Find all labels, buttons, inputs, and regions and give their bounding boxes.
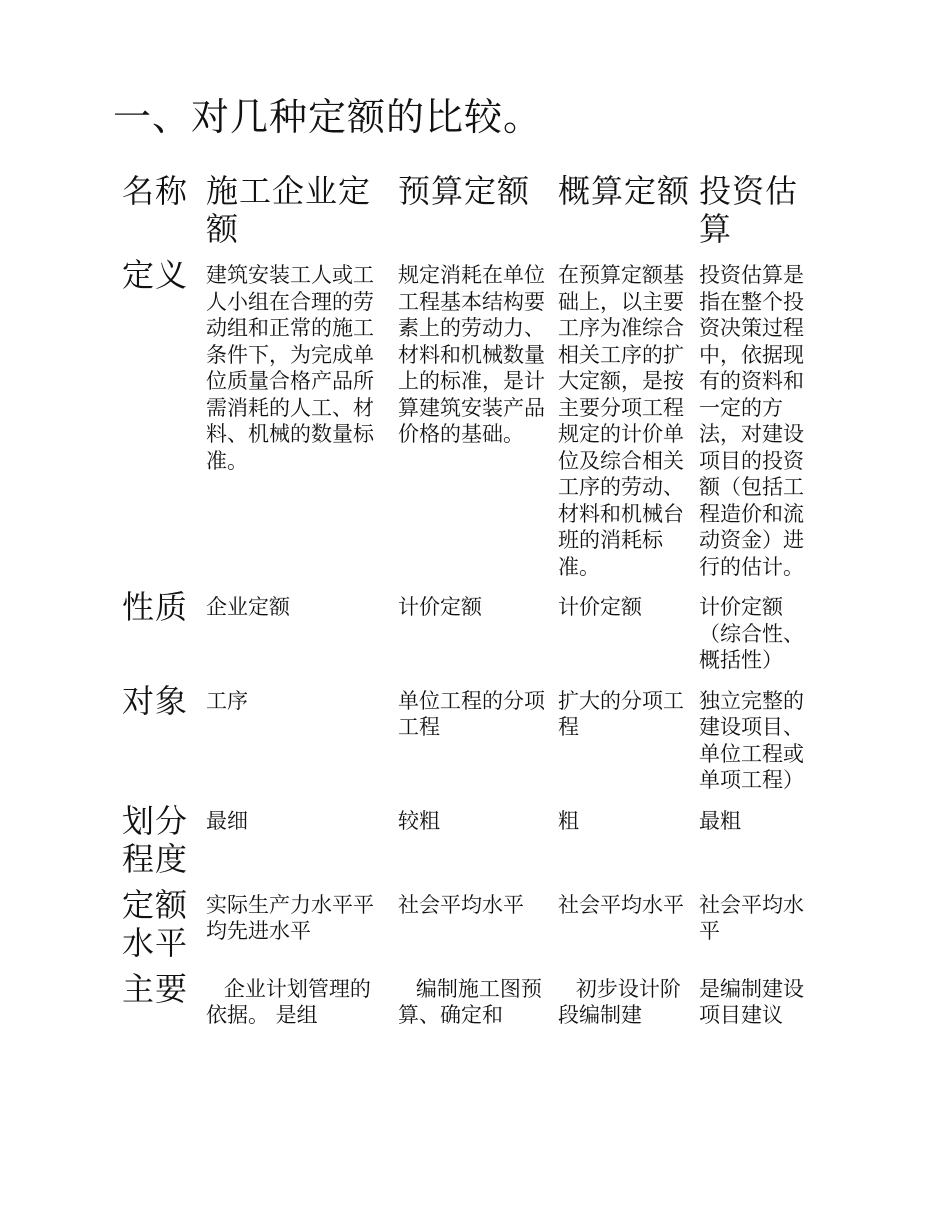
header-investment-estimate: 投资估算 [699,172,799,248]
cell-definition-budget: 规定消耗在单位工程基本结构要素上的劳动力、材料和机械数量上的标准，是计算建筑安装产品价格的基础。 [398,263,545,446]
cell-level-enterprise: 实际生产力水平平均先进水平 [206,892,374,943]
cell-purpose-enterprise: 企业计划管理的依据。 是组 [206,976,371,1027]
cell-level-estimate: 社会平均水平 [558,892,684,917]
cell-granularity-investment: 最粗 [699,808,741,833]
cell-purpose-investment: 是编制建设项目建议 [699,976,804,1027]
header-construction-enterprise-quota: 施工企业定额 [206,172,372,248]
cell-purpose-estimate: 初步设计阶段编制建 [558,976,681,1027]
cell-object-estimate: 扩大的分项工程 [558,688,684,739]
cell-nature-budget: 计价定额 [398,595,482,619]
table-header-row [118,172,828,256]
table-row-purpose [118,970,828,1037]
cell-nature-investment: 计价定额（综合性、概括性） [699,595,804,672]
table-row-level [118,886,828,970]
table-row-definition [118,256,828,588]
cell-definition-investment: 投资估算是指在整个投资决策过程中，依据现有的资料和一定的方法，对建设项目的投资额（包括工程造价和流动资金）进行的估计。 [699,263,804,579]
row-label-definition: 定义 [122,256,189,294]
quota-comparison-table [118,172,828,1037]
cell-granularity-budget: 较粗 [398,808,440,833]
row-label-nature: 性质 [122,588,189,626]
cell-granularity-enterprise: 最细 [206,808,248,833]
cell-definition-estimate: 在预算定额基础上，以主要工序为准综合相关工序的扩大定额，是按主要分项工程规定的计价单位及综合相关工序的劳动、材料和机械台班的消耗标准。 [558,263,684,579]
row-label-level: 定额水平 [122,885,189,962]
cell-object-budget: 单位工程的分项工程 [398,688,545,739]
cell-purpose-budget: 编制施工图预算、确定和 [398,976,542,1027]
cell-object-investment: 独立完整的建设项目、单位工程或单项工程） [699,688,804,792]
cell-granularity-estimate: 粗 [558,808,579,833]
row-label-object: 对象 [122,681,189,720]
header-label-name: 名称 [122,172,189,210]
cell-nature-estimate: 计价定额 [558,595,642,619]
table-row-nature [118,588,828,682]
table-row-object [118,682,828,802]
cell-definition-enterprise: 建筑安装工人或工人小组在合理的劳动组和正常的施工条件下，为完成单位质量合格产品所需消耗的人工、材料、机械的数量标准。 [206,263,374,473]
table-row-granularity [118,802,828,886]
page-title: 一、对几种定额的比较。 [113,95,543,139]
header-estimate-quota: 概算定额 [558,172,691,210]
row-label-granularity: 划分程度 [122,801,189,878]
row-label-purpose: 主要 [122,969,189,1008]
cell-level-budget: 社会平均水平 [398,892,524,917]
cell-object-enterprise: 工序 [206,688,248,713]
header-budget-quota: 预算定额 [398,172,531,210]
cell-nature-enterprise: 企业定额 [206,595,290,619]
cell-level-investment: 社会平均水平 [699,892,804,943]
